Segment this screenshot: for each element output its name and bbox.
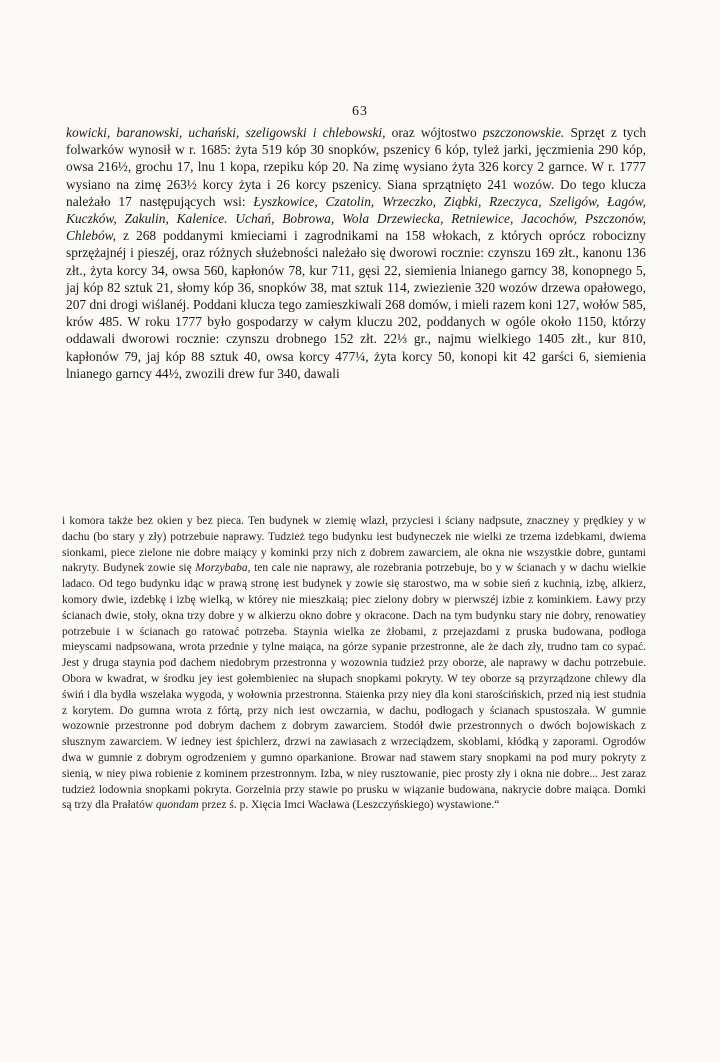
main-paragraph <box>66 124 646 382</box>
italic-village-list: Łyszkowice, Czatolin, Wrzeczko, Ziąbki, Rzeczyca, Szeligów, Łagów, Kuczków, Zakulin, Kalenice. Uchań, Bobrowa, Wola Drzewiecka, Retniewice, Jacochów, Pszczonów, Chlebów, <box>66 193 646 244</box>
main-text <box>66 124 646 382</box>
text-run: oraz wójtostwo <box>385 125 483 140</box>
italic-pszczonowskie: pszczonowskie. <box>482 125 565 140</box>
text-run: Sprzęt z tych folwarków wynosił w r. 1685: żyta 519 kóp 30 snopków, pszenicy 6 kóp, tyleż jarki, jęczmienia 290 kóp, owsa 216½, grochu 17, lnu 1 kopa, rzepiku kóp 20. Na zimę wysiano żyta 326 korcy 2 garnce. W r. 1777 wysiano na zimę 263½ korcy żyta i 26 korcy pszenicy. Siana sprzątnięto 241 wozów. Do tego klucza należało 17 następujących wsi: <box>66 125 647 209</box>
footnote <box>62 514 646 814</box>
text-run: i komora także bez okien y bez pieca. Ten budynek w ziemię wlazł, przyciesi i ściany nadpsute, znaczney y prędkiey y w dachu (bo stary y zły) potrzebuie naprawy. Tudzież tego budynku iest budyneczek nie wielki ze trzema izdebkami, dwiema sionkami, piece zielone nie dobre maiący y kominki przy nich z dobrem zawarciem, ale okna nie wszystkie dobre, guntami nakryty. Budynek zowie się <box>62 515 646 575</box>
text-run: z 268 poddanymi kmieciami i zagrodnikami na 158 włokach, z których oprócz robocizny sprzężajnéj i pieszéj, oraz różnych służebności należało się dworowi rocznie: czynszu 169 złt., kanonu 136 złt., żyta korcy 34, owsa 560, kapłonów 78, kur 711, gęsi 22, siemienia lnianego garncy 38, konopnego 5, jaj kóp 82 sztuk 21, słomy kóp 36, snopków 38, mat sztuk 114, zwiezienie 320 wozów drzewa opałowego, 207 dni drogi wiślanéj. Poddani klucza tego zamieszkiwali 268 domów, i mieli razem koni 127, wołów 585, krów 485. W roku 1777 było gospodarzy w całym kluczu 202, poddanych w ogóle około 1150, którzy oddawali dworowi rocznie: czynszu drobnego 152 złt. 22⅓ gr., najmu wielkiego 1405 złt., kur 810, kapłonów 79, jaj kóp 88 sztuk 40, owsa korcy 477¼, żyta korcy 50, konopi kit 42 garści 6, siemienia lnianego garncy 44½, zwozili drew fur 340, dawali <box>66 228 646 381</box>
page-number: 63 <box>352 104 368 119</box>
italic-estate-names: kowicki, baranowski, uchański, szeligowski i chlebowski, <box>66 125 386 140</box>
text-run: przez ś. p. Xięcia Imci Wacława (Leszczyńskiego) wystawione.“ <box>198 799 500 812</box>
italic-quondam: quondam <box>155 799 199 812</box>
italic-morzybaba: Morzybaba, <box>195 562 251 575</box>
footnote-paragraph <box>62 514 646 814</box>
text-run: ten cale nie naprawy, ale rozebrania potrzebuje, bo y w ścianach y w dachu wielkie ladaco. Od tego budynku idąc w prawą stronę iest budynek y zowie się starostwo, ma w sobie sień z kuchnią, izbę, alkierz, komory dwie, izdebkę i izbę wielką, w którey nie mieszkaią; piec zielony dobry w pierwszéj izbie z kominkiem. Ławy przy ścianach dwie, stoły, okna trzy dobre y w alkierzu okno dobre y okracone. Dach na tym budynku stary nie dobry, renowatiey potrzebuie i w ścianach go ratować potrzeba. Staynia wielka ze żłobami, z przejazdami z pruska budowana, podłoga mieyscami nadpsowana, wrota przednie y tylne maiąca, na górze sypanie przestronne, ale że dach zły, trudno tam co sypać. Jest y druga staynia pod dachem niedobrym przestronna y wozownia tudzież przy oborze, ale naprawy w dachu potrzebuie. Obora w kwadrat, w środku jey iest gołembieniec na słupach snopkami pokryty. W tey oborze są przyrządzone chlewy dla świń i dla bydła wszelaka wygoda, y wołownia przestronna. Staienka przy niey dla koni starościńskich, przed nią iest studnia z korytem. Do gumna wrota z fórtą, przy nich iest owczarnia, w dachu, podłogach y ścianach spustoszała. W gumnie wozownie przestronne pod dobrym dachem z dobrym zawarciem. Stodół dwie przestronnych o dwóch bojowiskach z słusznym zawarciem. W iedney iest śpichlerz, drzwi na zawiasach z wrzeciądzem, skoblami, kłódką y zaporami. Ogrodów dwa w gumnie z dobrym ogrodzeniem y gumno oparkanione. Browar nad stawem stary snopkami na pod mury pokryty z sienią, w niey piwa robienie z kominem przestronnym. Izba, w niey rusztowanie, piec prosty zły i okna nie dobre... Jest zaraz tudzież lodownia snopkami pokryta. Gorzelnia przy stawie po prusku w wiązanie budowana, nakrycie dobre maiąca. Domki są trzy dla Prałatów <box>62 562 647 812</box>
